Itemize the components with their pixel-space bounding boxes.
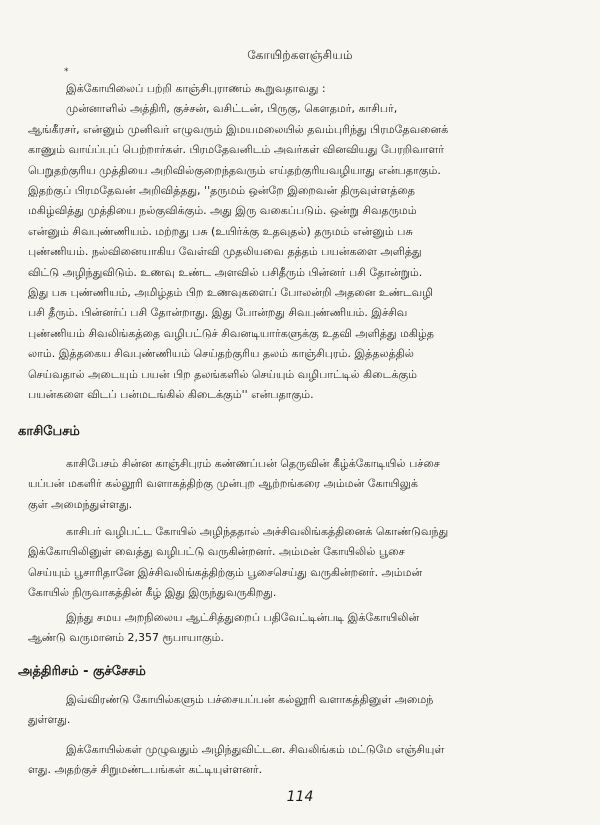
text-line: யப்பன் மகளிர் கல்லூரி வளாகத்திற்கு முன்புற ஆற்றங்கரை அம்மன் கோயிலுக் (28, 477, 418, 491)
section-heading-kasipesam: காசிபேசம் (18, 424, 80, 439)
page-number: 114 (286, 789, 314, 805)
text-line: காணும் வாய்ப்புப் பெற்றார்கள். பிரமதேவனிடம் அவர்கள் வினவியது பேரறிவாளர் (28, 143, 445, 157)
section-heading-athirisam: அத்திரிசம் - குச்சேசம் (18, 664, 146, 679)
text-line: காசிபர் வழிபட்ட கோயில் அழிந்ததால் அச்சிவலிங்கத்தினைக் கொண்டுவந்து (66, 525, 449, 538)
text-line: காசிபேசம் சின்ன காஞ்சிபுரம் கண்ணப்பன் தெருவின் கீழ்க்கோடியில் பச்சை (66, 457, 440, 470)
text-line: ஆங்கீரசர், என்னும் முனிவர் எழுவரும் இமயமலையில் தவம்புரிந்து பிரமதேவனைக் (28, 122, 449, 136)
intro-paragraph (28, 79, 576, 406)
text-line: துள்ளது. (28, 713, 71, 727)
text-line: புண்ணியம் சிவலிங்கத்தை வழிபட்டுச் சிவனடியார்களுக்கு உதவி அளித்து மகிழ்த (28, 326, 434, 340)
athirisam-paragraph-1 (28, 690, 576, 731)
text-line: குள் அமைந்துள்ளது. (28, 497, 133, 511)
text-line: மகிழ்வித்து முத்தியை நல்குவிக்கும். அது இரு வகைப்படும். ஒன்று சிவதருமம் (28, 204, 417, 218)
text-line: இதற்குப் பிரமதேவன் அறிவித்தது, ''தருமம் ஒன்றே இறைவன் திருவுள்ளத்தை (28, 184, 415, 198)
text-line: இக்கோயில்கள் முழுவதும் அழிந்துவிட்டன. சிவலிங்கம் மட்டுமே எஞ்சியுள் (66, 743, 445, 756)
text-line: ஆண்டு வருமானம் 2,357 ரூபாயாகும். (28, 631, 225, 645)
text-line: பசி தீரும். பின்னர்ப் பசி தோன்றாது. இது போன்றது சிவபுண்ணியம். இச்சிவ (28, 306, 408, 320)
text-line: பெறுதற்குரிய முத்தியை அறிவில்குறைந்தவரும் எய்தற்குரியவழியாது என்பதாகும். (28, 163, 441, 177)
text-line: என்னும் சிவபுண்ணியம். மற்றது பசு (உயிர்க்கு உதவுதல்) தருமம் என்னும் பசு (28, 224, 413, 238)
text-line: செய்வதால் அடையும் பயன் பிற தலங்களில் செய்யும் வழிபாட்டில் கிடைக்கும் (28, 367, 417, 381)
text-line: விட்டு அழிந்துவிடும். உணவு உண்ட அளவில் பசிதீரும் பின்னர் பசி தோன்றும். (28, 265, 423, 279)
page-title: கோயிற்களஞ்சியம் (247, 48, 353, 62)
text-line: இந்து சமய அறநிலைய ஆட்சித்துறைப் பதிவேட்டின்படி இக்கோயிலின் (66, 611, 420, 624)
text-line: புண்ணியம். நல்வினையாகிய வேள்வி முதலியவை தத்தம் பயன்களை அளித்து (28, 245, 422, 259)
kasipesam-paragraph-1 (28, 454, 576, 515)
intro-lead: இக்கோயிலைப் பற்றி காஞ்சிபுராணம் கூறுவதாவது : (66, 82, 326, 95)
text-line: இது பசு புண்ணியம், அமிழ்தம் பிற உணவுகளைப் போலன்றி அதனை உண்டவழி (28, 286, 433, 300)
text-line: முன்னாளில் அத்திரி, குச்சன், வசிட்டன், பிருகு, கௌதமர், காசிபர், (66, 102, 398, 116)
athirisam-paragraph-2 (28, 740, 576, 781)
text-line: கோயில் நிருவாகத்தின் கீழ் இது இருந்துவருகிறது. (28, 586, 277, 600)
kasipesam-paragraph-3 (28, 608, 576, 649)
text-line: இக்கோயிலினுள் வைத்து வழிபட்டு வருகின்றனர். அம்மன் கோயிலில் பூசை (28, 545, 405, 559)
text-line: ளது. அதற்குச் சிறுமண்டபங்கள் கட்டியுள்ளனர். (28, 763, 263, 777)
stray-mark: * (64, 67, 69, 77)
text-line: லாம். இத்தகைய சிவபுண்ணியம் செய்தற்குரிய தலம் காஞ்சிபுரம். இத்தலத்தில் (28, 347, 414, 361)
text-line: இவ்விரண்டு கோயில்களும் பச்சையப்பன் கல்லூரி வளாகத்தினுள் அமைந் (66, 693, 434, 706)
kasipesam-paragraph-2 (28, 522, 576, 604)
text-line: செய்யும் பூசாரிதானே இச்சிவலிங்கத்திற்கும் பூசைசெய்து வருகின்றனர். அம்மன் (28, 565, 423, 579)
text-line: பயன்களை விடப் பன்மடங்கில் கிடைக்கும்'' என்பதாகும். (28, 388, 314, 402)
